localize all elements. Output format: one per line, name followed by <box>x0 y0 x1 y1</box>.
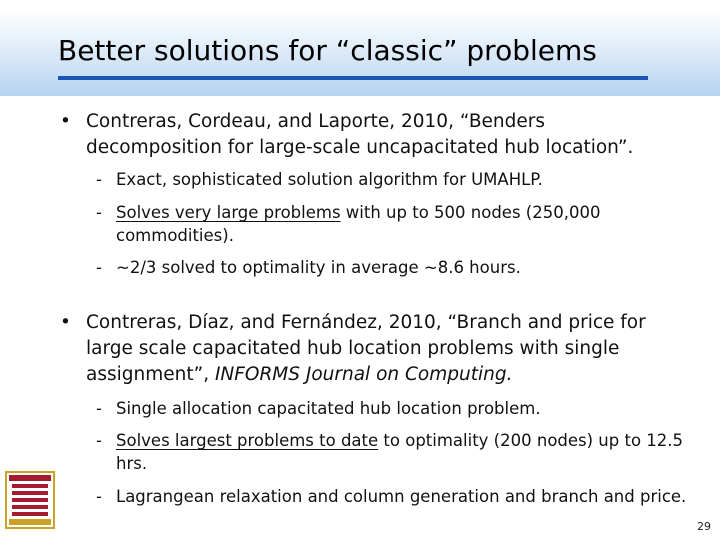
journal-name: INFORMS Journal on Computing. <box>214 364 513 385</box>
sub-bullet-text: Exact, sophisticated solution algorithm for UMAHLP. <box>116 170 543 189</box>
sub-bullet-1-1 <box>96 168 691 191</box>
sub-bullet-dash: - <box>96 399 102 418</box>
bullet-2 <box>60 310 686 388</box>
sub-bullet-dash: - <box>96 431 102 450</box>
bullet-1 <box>60 109 686 161</box>
bullet-text: Contreras, Cordeau, and Laporte, 2010, “Benders decomposition for large-scale uncapacitated hub location”. <box>86 111 634 158</box>
underlined-emphasis: Solves very large problems <box>116 203 341 222</box>
university-logo-icon <box>2 468 58 532</box>
sub-bullet-dash: - <box>96 487 102 506</box>
bullet-text: Contreras, Díaz, and Fernández, 2010, “Branch and price for large scale capacitated hub location problems with single assignment”, <box>86 312 646 385</box>
university-logo <box>2 468 58 532</box>
sub-bullet-text: ~2/3 solved to optimality in average ~8.6 hours. <box>116 258 521 277</box>
sub-bullet-text: to optimality (200 nodes) up to 12.5 hrs. <box>116 431 684 473</box>
sub-bullet-text: with up to 500 nodes (250,000 commodities). <box>116 203 601 245</box>
sub-bullet-2-3 <box>96 485 691 508</box>
sub-bullet-2-2 <box>96 429 691 475</box>
sub-bullet-text: Single allocation capacitated hub location problem. <box>116 399 541 418</box>
bullet-dot: • <box>60 312 71 333</box>
sub-bullet-2-1 <box>96 397 691 420</box>
bullet-dot: • <box>60 111 71 132</box>
slide-title: Better solutions for “classic” problems <box>58 34 597 67</box>
sub-bullet-dash: - <box>96 170 102 189</box>
sub-bullet-1-3 <box>96 256 691 279</box>
sub-bullet-text: Lagrangean relaxation and column generation and branch and price. <box>116 487 687 506</box>
sub-bullet-dash: - <box>96 258 102 277</box>
page-number: 29 <box>697 520 711 533</box>
underlined-emphasis: Solves largest problems to date <box>116 431 379 450</box>
sub-bullet-1-2 <box>96 201 691 247</box>
sub-bullet-dash: - <box>96 203 102 222</box>
